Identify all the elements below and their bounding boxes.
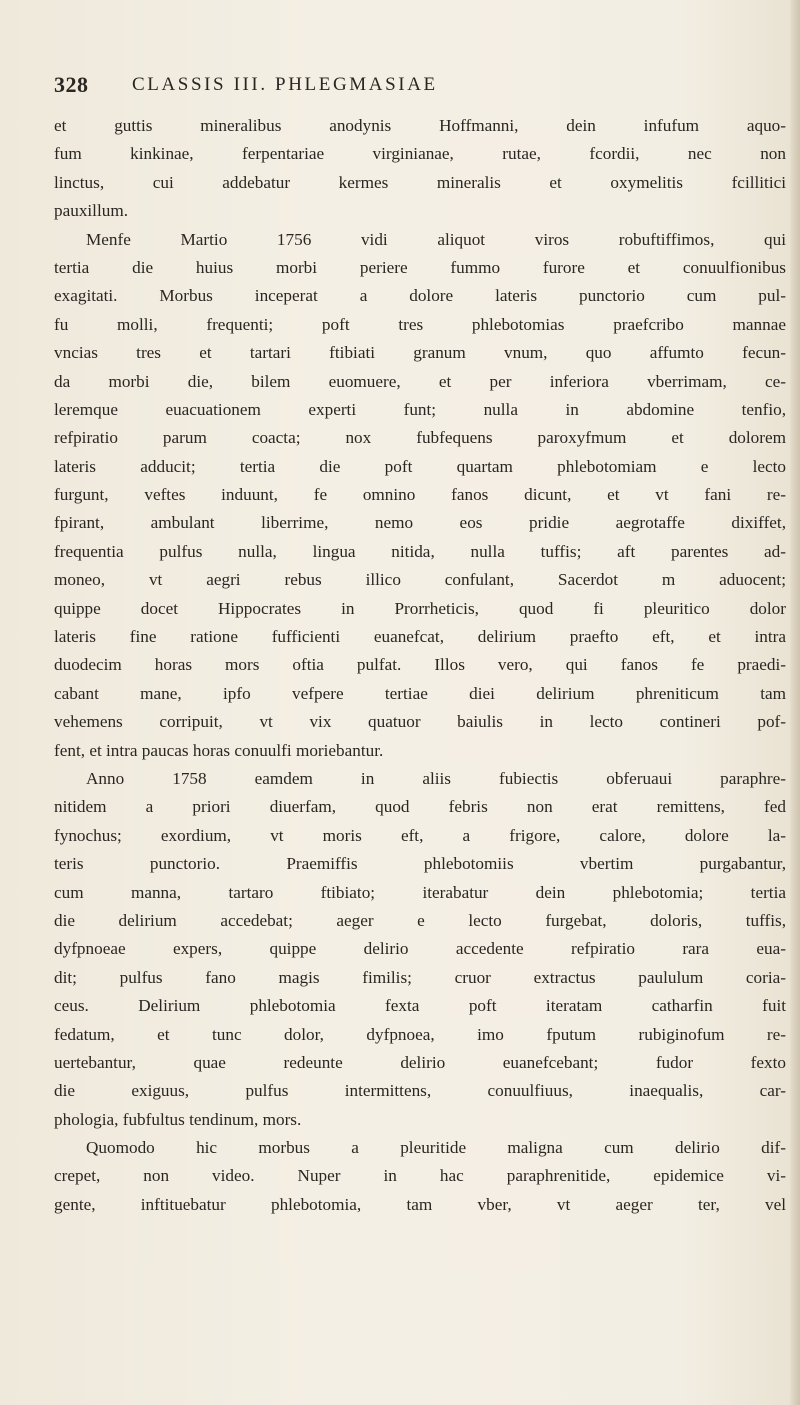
text-line: tertia die huius morbi periere fummo furore et conuulfionibus (54, 257, 786, 277)
text-line: die exiguus, pulfus intermittens, conuulfiuus, inaequalis, car- (54, 1081, 786, 1101)
text-line: phologia, fubfultus tendinum, mors. (54, 1109, 302, 1129)
text-line: fedatum, et tunc dolor, dyfpnoea, imo fputum rubiginofum re- (54, 1024, 786, 1044)
text-line: quippe docet Hippocrates in Prorrheticis, quod fi pleuritico dolor (54, 598, 786, 618)
text-line: cabant mane, ipfo vefpere tertiae diei delirium phreniticum tam (54, 683, 786, 703)
text-line: Quomodo hic morbus a pleuritide maligna cum delirio dif- (86, 1138, 786, 1158)
text-line: Anno 1758 eamdem in aliis fubiectis obferuaui paraphre- (86, 768, 786, 788)
text-line: crepet, non video. Nuper in hac paraphrenitide, epidemice vi- (54, 1166, 786, 1186)
text-line: fent, et intra paucas horas conuulfi moriebantur. (54, 740, 384, 760)
text-line: fynochus; exordium, vt moris eft, a frigore, calore, dolore la- (54, 825, 786, 845)
text-line: fpirant, ambulant liberrime, nemo eos pridie aegrotaffe dixiffet, (54, 513, 786, 533)
text-line: exagitati. Morbus inceperat a dolore lateris punctorio cum pul- (54, 286, 786, 306)
text-line: frequentia pulfus nulla, lingua nitida, nulla tuffis; aft parentes ad- (54, 541, 786, 561)
page-header (54, 70, 674, 104)
text-line: lateris adducit; tertia die poft quartam phlebotomiam e lecto (54, 456, 786, 476)
text-line: pauxillum. (54, 201, 128, 221)
running-head: CLASSIS III. PHLEGMASIAE (132, 74, 438, 95)
text-line: leremque euacuationem experti funt; nulla in abdomine tenfio, (54, 399, 786, 419)
text-line: moneo, vt aegri rebus illico confulant, Sacerdot m aduocent; (54, 570, 786, 590)
text-line: gente, inftituebatur phlebotomia, tam vber, vt aeger ter, vel (54, 1194, 786, 1214)
text-line: duodecim horas mors oftia pulfat. Illos vero, qui fanos fe praedi- (54, 655, 786, 675)
text-line: cum manna, tartaro ftibiato; iterabatur dein phlebotomia; tertia (54, 882, 786, 902)
text-line: linctus, cui addebatur kermes mineralis et oxymelitis fcillitici (54, 172, 786, 192)
body-text (54, 112, 786, 1219)
text-line: die delirium accedebat; aeger e lecto furgebat, doloris, tuffis, (54, 910, 786, 930)
text-line: ceus. Delirium phlebotomia fexta poft iteratam catharfin fuit (54, 996, 786, 1016)
text-line: lateris fine ratione fufficienti euanefcat, delirium praefto eft, et intra (54, 627, 786, 647)
text-line: vehemens corripuit, vt vix quatuor baiulis in lecto contineri pof- (54, 712, 786, 732)
text-line: furgunt, veftes induunt, fe omnino fanos dicunt, et vt fani re- (54, 485, 786, 505)
text-line: dit; pulfus fano magis fimilis; cruor extractus paululum coria- (54, 967, 786, 987)
page-number: 328 (54, 72, 89, 97)
text-line: fum kinkinae, ferpentariae virginianae, rutae, fcordii, nec non (54, 144, 786, 164)
text-line: vncias tres et tartari ftibiati granum vnum, quo affumto fecun- (54, 343, 786, 363)
text-line: nitidem a priori diuerfam, quod febris non erat remittens, fed (54, 797, 786, 817)
page-binding-edge (790, 0, 800, 1405)
text-line: uertebantur, quae redeunte delirio euanefcebant; fudor fexto (54, 1052, 786, 1072)
text-line: refpiratio parum coacta; nox fubfequens paroxyfmum et dolorem (54, 428, 786, 448)
text-line: dyfpnoeae expers, quippe delirio accedente refpiratio rara eua- (54, 939, 786, 959)
text-line: fu molli, frequenti; poft tres phlebotomias praefcribo mannae (54, 314, 786, 334)
text-line: et guttis mineralibus anodynis Hoffmanni, dein infufum aquo- (54, 116, 786, 135)
text-line: da morbi die, bilem euomuere, et per inferiora vberrimam, ce- (54, 371, 786, 391)
text-line: Menfe Martio 1756 vidi aliquot viros robuftiffimos, qui (86, 229, 786, 249)
text-line: teris punctorio. Praemiffis phlebotomiis vbertim purgabantur, (54, 854, 786, 874)
